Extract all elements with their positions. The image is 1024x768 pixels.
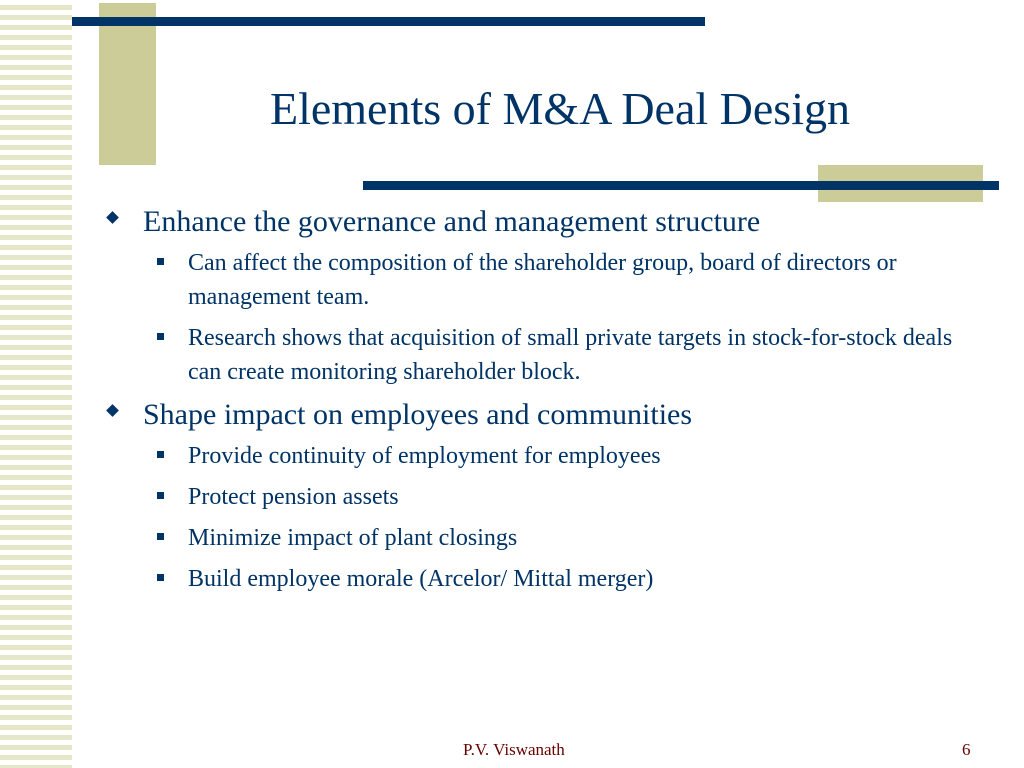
square-bullet-icon: [157, 533, 164, 540]
sub-bullet-text: Can affect the composition of the shareholder group, board of directors or management team.: [188, 250, 897, 310]
square-bullet-icon: [157, 333, 164, 340]
sub-bullet-item: [100, 480, 980, 514]
square-bullet-icon: [157, 451, 164, 458]
left-stripe-decoration: [0, 0, 72, 768]
sub-bullet-item: [100, 321, 980, 389]
slide-body: [100, 204, 980, 603]
sub-bullet-text: Minimize impact of plant closings: [188, 525, 518, 551]
sub-bullet-text: Build employee morale (Arcelor/ Mittal merger): [188, 566, 654, 592]
sub-bullet-item: [100, 246, 980, 314]
sub-bullet-text: Research shows that acquisition of small private targets in stock-for-stock deals can create monitoring shareholder block.: [188, 325, 953, 385]
bullet-item: [100, 204, 980, 240]
square-bullet-icon: [157, 258, 164, 265]
diamond-bullet-icon: [106, 211, 119, 224]
bullet-text: Enhance the governance and management structure: [143, 205, 761, 238]
sub-bullet-item: [100, 521, 980, 555]
bullet-item: [100, 397, 980, 433]
square-bullet-icon: [157, 492, 164, 499]
top-accent-block: [99, 3, 156, 165]
sub-bullet-item: [100, 562, 980, 596]
diamond-bullet-icon: [106, 404, 119, 417]
footer-author: P.V. Viswanath: [463, 740, 565, 759]
sub-bullet-item: [100, 439, 980, 473]
sub-bullet-text: Provide continuity of employment for employees: [188, 443, 661, 469]
sub-bullet-text: Protect pension assets: [188, 484, 399, 510]
bullet-text: Shape impact on employees and communities: [143, 398, 693, 431]
square-bullet-icon: [157, 574, 164, 581]
title-underline: [363, 181, 999, 190]
slide-title: Elements of M&A Deal Design: [269, 83, 850, 134]
page-number: 6: [962, 740, 971, 759]
top-accent-line: [72, 17, 705, 26]
